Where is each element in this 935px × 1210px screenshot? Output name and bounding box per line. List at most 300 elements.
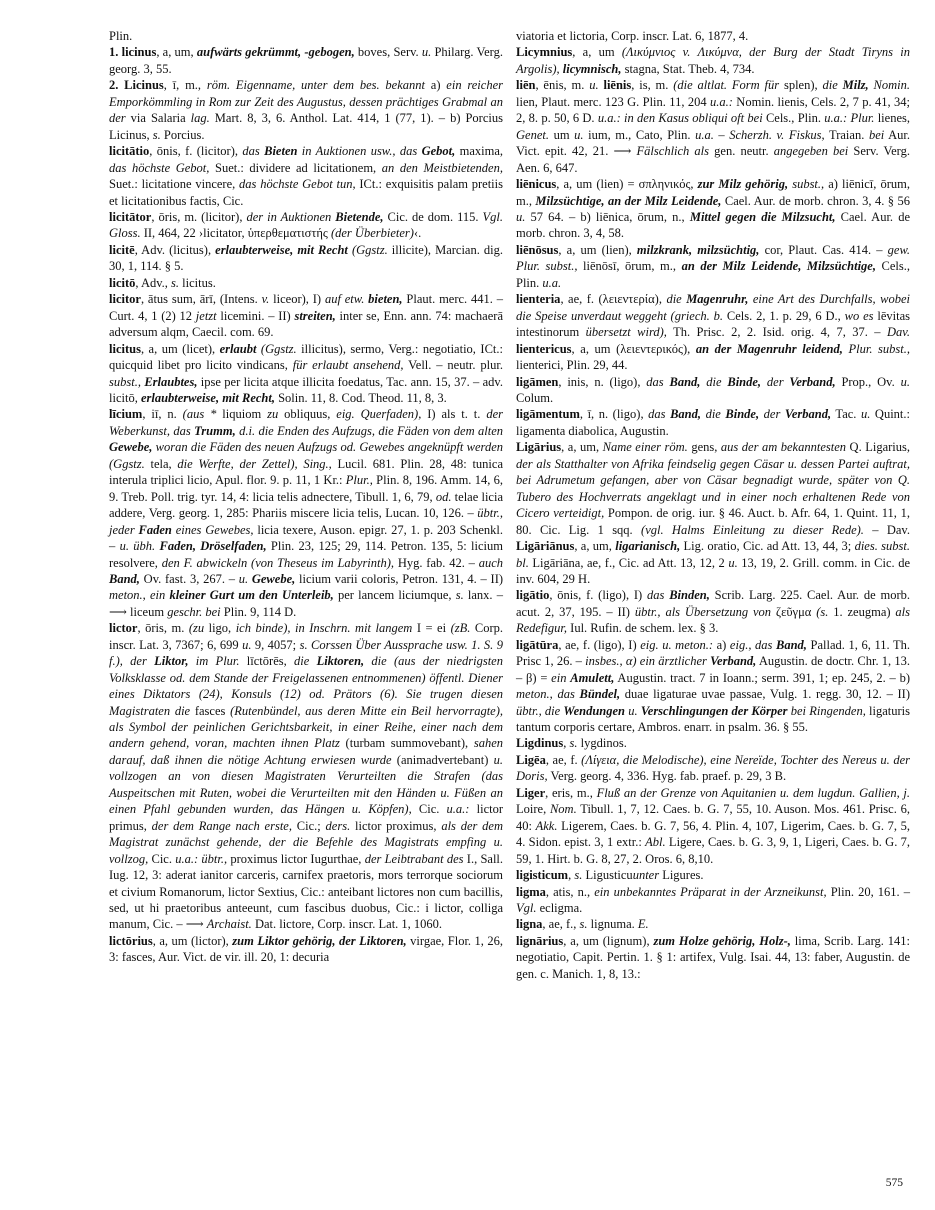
entry-text: als der dem Magistrat zunächst gehende, der die Befehle des Magistrats empfing u. vollzog, — [109, 818, 503, 866]
entry-text: erlaubt — [219, 341, 257, 356]
entry-text: Cic. — [148, 851, 176, 866]
entry-text: a) — [425, 78, 447, 93]
entry-text: die (aus der niedrigsten Volksklasse od. dem Stande der Freigelassenen entnommenen) öffentl. Diener eines Diktators (24), Konsuls (12) od. Prätors (6). Sie trugen diesen Magistraten die — [109, 654, 503, 718]
dictionary-entry — [516, 752, 910, 785]
entry-text: (aus * — [182, 407, 217, 422]
dictionary-entry — [516, 916, 910, 932]
dictionary-entry — [109, 291, 503, 340]
entry-text: sahen darauf, daß ihnen die nötige Achtung erwiesen wurde — [109, 736, 503, 767]
entry-text: übtr., jeder — [109, 506, 503, 537]
entry-text: das — [242, 144, 265, 159]
entry-text: Milz, — [842, 78, 869, 93]
entry-text: die — [701, 407, 726, 422]
entry-text: Corp. inscr. Lat. 3, 7367; 6, 699 — [109, 621, 504, 652]
entry-text: Ligāriānus — [516, 539, 575, 554]
entry-text: Gebot, — [421, 144, 456, 159]
entry-text: , a, um (lien), — [558, 242, 637, 257]
entry-text: Th. Prisc. 2, 2. Isid. orig. 4, 7, 37. – — [666, 325, 887, 340]
entry-text: Augustin. tract. 7 in Ioann.; serm. 391, 1; ep. 245, 2. – b) — [614, 670, 910, 685]
entry-text: Fälschlich als — [636, 144, 710, 159]
entry-text: Lig. oratio, Cic. ad Att. 13, 44, 3; — [680, 539, 855, 554]
entry-text: angegeben bei — [773, 144, 849, 159]
entry-text: Tac. — [831, 407, 861, 422]
entry-text: Liktor, — [154, 654, 189, 669]
entry-text: die — [822, 78, 843, 93]
entry-text: unter — [632, 868, 660, 883]
entry-text: Plur. subst., — [848, 341, 910, 356]
entry-text: , a, um, — [574, 539, 616, 554]
entry-text: auf etw. — [324, 292, 369, 307]
entry-text: , a, um (λειεντερικός), — [571, 341, 696, 356]
entry-text: (der Überbieter) — [330, 226, 414, 241]
entry-text: Archaist. — [206, 917, 252, 932]
entry-text: I., Sall. Iug. 12, 3: aderat ianitor carceris, carnifex praetoris, mors terrorque sociorum et civium Romanorum, lictor Sextius, Cic.: anteibant lictores non cum bacillis, sed, ut hi praetoribus anteeunt, cum fascibus duobus, Cic.: i lictor, colliga manum, Cic. – ⟶ — [109, 851, 504, 932]
entry-text: , Adv., — [135, 275, 172, 290]
entry-text: II, 464, 22 ›licitator, ὑπερθεματιστής — [140, 226, 331, 241]
entry-headword: lienteria — [516, 292, 561, 307]
entry-text: illicite), Marcian. dig. 30, 1, 114. § 5. — [109, 242, 504, 274]
entry-text: Amulett, — [570, 670, 615, 685]
entry-text: auch — [478, 555, 503, 570]
entry-text: um — [548, 127, 575, 142]
entry-text: a) liēnicī, ōrum, m., — [516, 177, 910, 208]
entry-text: das höchste Gebot tun, — [239, 177, 356, 192]
entry-text: eig., das — [729, 637, 777, 652]
entry-text: (s. — [816, 604, 829, 619]
entry-text: od. — [435, 489, 452, 504]
entry-text: Cels., Plin. — [516, 259, 910, 290]
dictionary-entry — [516, 77, 910, 176]
entry-text: (Λίγεια, die Melodische), eine Nereïde, Tochter des Nereus u. der Doris, — [516, 752, 910, 784]
entry-text: Milzsüchtige, an der Milz Leidende, — [535, 193, 722, 208]
entry-text: Vell. – neutr. plur. — [403, 358, 503, 373]
entry-text: Cic. de dom. 115. — [383, 209, 483, 224]
entry-text: 1. zeugma) — [828, 604, 896, 619]
entry-text: , a, um, — [561, 440, 603, 455]
entry-text: lēvitas intestinorum — [516, 308, 910, 340]
entry-text: Verband, — [789, 374, 836, 389]
entry-text: ‹. — [413, 226, 422, 241]
entry-text: (Rutenbündel, aus deren Mitte ein Beil hervorragte), als Symbol der peinlichen Gerichtsbarkeit, in einer Reihe, einer nach dem andern gehend, voran, machten ihnen Platz — [109, 703, 504, 751]
entry-text: (zB. — [450, 621, 471, 636]
entry-text: u. — [516, 209, 526, 224]
dictionary-entry — [516, 291, 910, 373]
entry-text: u. übh. — [119, 539, 160, 554]
entry-text: Wendungen — [563, 703, 625, 718]
entry-text: Binde, — [727, 374, 762, 389]
entry-text: (zu — [188, 621, 205, 636]
entry-text: Name einer röm. — [602, 440, 688, 455]
entry-text: , ōris, m. (licitor), — [151, 209, 247, 224]
entry-text: s. Corssen Über Aussprache usw. 1. S. 9 f.), der — [109, 637, 503, 669]
entry-text: , a, um, — [156, 45, 197, 60]
entry-text: als Redefigur, — [516, 604, 911, 636]
entry-text: , ōnis, f. (ligo), I) — [549, 588, 648, 603]
entry-text: Plin. 8, 196. Amm. 14, 6, 9. Treb. Poll. trig. tyr. 14, 4: licia telis adnectere, Tibull. 1, 6, 79, — [109, 473, 503, 504]
entry-text: s. — [152, 127, 161, 142]
entry-text: eine Art des Durchfalls, wobei die Speise unverdaut weggeht (griech. b. — [516, 292, 910, 323]
entry-text: Cael. Aur. de morb. chron. 3, 4. § 56 — [721, 193, 910, 208]
entry-text: Mittel gegen die Milzsucht, — [689, 209, 836, 224]
dictionary-entry — [516, 933, 910, 982]
entry-text: Bietende, — [335, 209, 384, 224]
entry-text: viatoria et lictoria, Corp. inscr. Lat. 6, 1877, 4. — [516, 29, 749, 43]
entry-headword: Ligēa — [516, 752, 546, 767]
entry-text: ligo, — [204, 621, 236, 636]
entry-text: telae licia addere, Verg. georg. 1, 285: Phariis miscere licia telis, Lucan. 10, 126. – — [109, 489, 504, 521]
entry-text: im Plur. — [188, 654, 240, 669]
entry-text: zum Liktor gehörig, der Liktoren, — [232, 933, 407, 948]
entry-text: Cels., Plin. — [762, 111, 825, 126]
entry-text: licium varii coloris, Petron. 131, 4. – II) — [295, 571, 504, 586]
entry-text: der in Auktionen — [246, 209, 336, 224]
entry-text: (turbam summovebant), — [339, 736, 474, 751]
entry-text: Verschlingungen der Körper — [640, 703, 788, 718]
entry-text: , ae, f., — [542, 917, 580, 932]
entry-text: – Dav. — [863, 522, 911, 537]
entry-headword: ligma — [516, 884, 546, 899]
entry-text: Prop., Ov. — [835, 374, 901, 389]
entry-text: u.a.: — [709, 94, 733, 109]
entry-text: tela, — [144, 456, 178, 471]
dictionary-entry — [109, 341, 503, 407]
entry-text: Band, — [109, 571, 140, 586]
dictionary-entry — [516, 439, 910, 587]
entry-text: licemini. – II) — [216, 308, 295, 323]
entry-text: , ae, f. — [545, 752, 582, 767]
dictionary-entry — [109, 44, 503, 77]
entry-text: , a, um (licet), — [140, 341, 220, 356]
dictionary-entry — [516, 242, 910, 291]
entry-text: ein — [551, 670, 571, 685]
entry-text: Plur., — [345, 473, 373, 488]
entry-text: proximus lictor Iugurthae, — [227, 851, 365, 866]
dictionary-entry — [516, 785, 910, 867]
entry-text: , ōris, m. — [137, 621, 189, 636]
entry-text: ders. — [325, 818, 351, 833]
entry-text: , atis, n., — [545, 884, 595, 899]
entry-text: u. — [625, 703, 641, 718]
entry-text: Tibull. 1, 7, 12. Caes. b. G. 7, 55, 10. Auson. Mos. 461. Prisc. 6, 40: — [516, 802, 910, 833]
entry-text: Iul. Rufin. de schem. lex. § 3. — [567, 621, 719, 636]
entry-text: Dav. — [886, 325, 910, 340]
entry-text: die — [666, 292, 687, 307]
entry-headword: ligātio — [516, 588, 550, 603]
dictionary-entry — [516, 587, 910, 636]
entry-text: , a, um (lictor), — [152, 933, 233, 948]
entry-text: Magenruhr, — [686, 292, 749, 307]
dictionary-entry — [516, 735, 910, 751]
entry-headword: 2. Licinus — [109, 78, 164, 93]
entry-text: übtr., die — [516, 703, 564, 718]
entry-headword: lignārius — [516, 933, 564, 948]
entry-text: liceor), I) — [269, 292, 325, 307]
entry-text: Lucil. 681. Plin. 28, 48: tunica interula triplici licio, Apul. flor. 9. p. 11, 1 Kr.: — [109, 456, 503, 488]
entry-text: kleiner Gurt um den Unterleib, — [169, 588, 334, 603]
entry-text: subst., — [792, 177, 825, 192]
entry-text: Plaut. merc. 441. – Curt. 4, 1 (2) 12 — [109, 292, 503, 323]
entry-text: das — [648, 407, 671, 422]
entry-text: , ī, m., — [163, 78, 207, 93]
entry-text: Binden, — [669, 588, 710, 603]
entry-text: fasces — [190, 703, 231, 718]
entry-headword: Ligdinus — [516, 736, 564, 751]
entry-text: , ae, f. (ligo), I) — [558, 637, 641, 652]
entry-text: (animadvertebant) — [391, 752, 494, 767]
entry-text: , — [568, 868, 575, 883]
entry-headword: liēnicus — [516, 177, 557, 192]
entry-headword: lictōrius — [109, 933, 153, 948]
entry-text: , Adv. (licitus), — [134, 242, 216, 257]
entry-headword: ligisticum — [516, 868, 569, 883]
entry-headword: licitō — [109, 275, 136, 290]
entry-text: bei Ringenden, — [787, 703, 866, 718]
entry-text: Bündel, — [579, 687, 621, 702]
entry-text: u.a.: übtr., — [175, 851, 228, 866]
entry-text: die — [294, 654, 317, 669]
entry-text: Nomin. — [868, 78, 910, 93]
entry-headword: licitē — [109, 242, 135, 257]
entry-text: Plin. 9, 114 D. — [220, 604, 297, 619]
entry-text: Band, — [669, 374, 701, 389]
entry-text: milzkrank, milzsüchtig, — [636, 242, 760, 257]
entry-text: u.a.: Plur. — [824, 111, 875, 126]
left-column — [109, 28, 503, 966]
entry-text: Bieten — [264, 144, 298, 159]
entry-text: wo es — [844, 308, 874, 323]
entry-text: zur Milz gehörig, — [697, 177, 789, 192]
entry-headword: ligātūra — [516, 637, 559, 652]
right-column — [516, 28, 910, 982]
entry-text: Serv. Verg. Aen. 6, 647. — [516, 144, 910, 175]
entry-text: duae ligaturae uvae passae, Vulg. 1. regg. 30, 12. – II) — [620, 687, 910, 702]
entry-text: (die altlat. Form für — [673, 78, 780, 93]
entry-text: I = ei — [412, 621, 451, 636]
entry-text: meton., ein — [109, 588, 170, 603]
entry-text: Abl. — [645, 835, 666, 850]
dictionary-entry — [516, 28, 910, 44]
entry-text: erlaubterweise, mit Recht, — [140, 390, 275, 405]
entry-text: (Λικύμνιος v. Λικύμνα, der Burg der Stadt Tiryns in Argolis), — [516, 45, 910, 76]
entry-text: licymnisch, — [562, 61, 622, 76]
entry-text: lictor primus, — [109, 802, 504, 833]
entry-text: Philarg. Verg. georg. 3, 55. — [109, 45, 503, 76]
entry-text: , a, um — [572, 45, 622, 60]
entry-text: u. — [900, 374, 910, 389]
entry-text: liēnōsī, ōrum, m., — [577, 259, 682, 274]
entry-text: stagna, Stat. Theb. 4, 734. — [621, 61, 755, 76]
entry-text: eig. Querfaden), — [336, 407, 422, 422]
entry-text: das — [646, 374, 670, 389]
entry-text: das — [647, 588, 670, 603]
entry-text: Scrib. Larg. 225. Cael. Aur. de morb. acut. 2, 37, 195. – II) — [516, 588, 910, 619]
dictionary-entry — [109, 933, 503, 966]
entry-headword: Liger — [516, 785, 546, 800]
dictionary-entry — [516, 44, 910, 77]
entry-text: ligarianisch, — [615, 539, 681, 554]
entry-text: līctōrēs, — [239, 654, 295, 669]
entry-text: s. — [171, 275, 180, 290]
entry-text: die Werfte, der Zettel), Sing., — [177, 456, 332, 471]
entry-text: Q. Ligarius, — [846, 440, 910, 455]
entry-text: woran die Fäden des neuen Aufzugs od. Gewebes angeknüpft werden (Ggstz. — [109, 440, 503, 471]
entry-text: 13, 19, 2. Grill. comm. in Cic. de inv. 604, 29 H. — [516, 555, 910, 586]
entry-text: ium, m., Cato, Plin. — [583, 127, 696, 142]
entry-text: ein reicher Emporkömmling in Rom zur Zeit des Augustus, dessen prächtiges Grabmal an der — [109, 78, 503, 126]
entry-text: s. — [579, 917, 588, 932]
entry-text: Verband, — [710, 654, 757, 669]
dictionary-entry — [109, 77, 503, 143]
entry-text: u. — [242, 637, 252, 652]
entry-text: via Salaria — [125, 111, 191, 126]
entry-text: eig. u. meton.: — [640, 637, 714, 652]
entry-text: bei — [868, 127, 885, 142]
entry-text: u. — [421, 45, 432, 60]
entry-text: Ov. fast. 3, 267. – — [139, 571, 239, 586]
entry-text: , a, um (lignum), — [563, 933, 654, 948]
entry-text: lictor proximus, — [350, 818, 442, 833]
entry-text: per lancem liciumque, — [333, 588, 456, 603]
dictionary-entry — [516, 637, 910, 736]
entry-text: Binde, — [725, 407, 760, 422]
entry-headword: ligāmen — [516, 374, 559, 389]
entry-text: Akk. — [535, 818, 558, 833]
dictionary-entry — [109, 620, 503, 933]
entry-text: Vgl. — [516, 901, 537, 916]
entry-text: lienes, — [874, 111, 910, 126]
entry-text: , a, um (lien) = σπληνικός, — [556, 177, 698, 192]
entry-text: den F. abwickeln (von Theseus im Labyrinth), — [161, 555, 395, 570]
entry-text: Verband, — [784, 407, 832, 422]
entry-text: Suet.: dividere ad licitationem, — [209, 160, 382, 175]
entry-text: obliquus, — [278, 407, 337, 422]
entry-text: lignuma. — [587, 917, 638, 932]
entry-text: u. — [238, 571, 252, 586]
entry-text: lienterici, Plin. 29, 44. — [516, 358, 628, 373]
entry-text: u.a.: in den Kasus obliqui oft bei — [597, 111, 763, 126]
entry-text: Plin. 20, 161. – — [826, 884, 910, 899]
entry-text: Gewebe, — [251, 571, 296, 586]
entry-text: u. — [860, 407, 871, 422]
entry-text: Traian. — [824, 127, 869, 142]
entry-headword: Licymnius — [516, 45, 573, 60]
entry-text: s. — [574, 868, 583, 883]
entry-text: d.i. die Enden des Aufzugs, die Fäden von dem alten — [235, 423, 503, 438]
entry-text: lientericus — [516, 341, 572, 356]
entry-text: erlaubterweise, mit Recht — [215, 242, 348, 257]
entry-text: (Ggstz. — [351, 242, 388, 257]
entry-headword: liēnōsus — [516, 242, 559, 257]
entry-text: Vgl. Gloss. — [109, 209, 503, 241]
entry-text: Plin. 23, 125; 29, 114. Petron. 135, 5: licium resolvere, — [109, 539, 503, 570]
dictionary-entry — [516, 867, 910, 883]
entry-text: u. — [589, 78, 599, 93]
entry-text: Cic.; — [291, 818, 326, 833]
entry-headword: licitus — [109, 341, 141, 356]
entry-text: Nomin. lienis, Cels. 2, 7 p. 41, 34; 2, 8. p. 50, 6 D. — [516, 94, 910, 126]
entry-text: licia texere, Auson. epigr. 27, 1. p. 203 Schenkl. – — [109, 522, 503, 554]
entry-text: 9, 4057; — [251, 637, 300, 652]
entry-text: geschr. bei — [167, 604, 221, 619]
entry-text: boves, Serv. — [354, 45, 422, 60]
entry-text: Ligerem, Caes. b. G. 7, 56, 4. Plin. 4, 107, Ligerim, Caes. b. G. 7, 5, 4. Sidon. epist. 3, 1 extr.: — [516, 818, 910, 850]
entry-text: v. — [261, 292, 270, 307]
entry-text: Faden, Dröselfaden, — [159, 539, 267, 554]
entry-text: Ligāriāna, ae, f., Cic. ad Att. 13, 12, 2 — [528, 555, 729, 570]
entry-text: ich binde), in Inschrn. mit langem — [235, 621, 413, 636]
entry-text: Cael. Aur. de morb. chron. 3, 4, 58. — [516, 209, 910, 241]
entry-text: Faden — [138, 522, 172, 537]
entry-text: a) — [713, 637, 730, 652]
dictionary-entry — [516, 176, 910, 242]
entry-text: Quint.: ligamenta diabolica, Augustin. — [516, 407, 910, 438]
entry-text: , is, m. — [631, 78, 674, 93]
entry-text: Erlaubtes, — [144, 374, 198, 389]
dictionary-entry — [109, 28, 503, 44]
entry-text: lien, Plaut. merc. 123 G. Plin. 11, 204 — [516, 94, 710, 109]
entry-headword: liēn — [516, 78, 536, 93]
entry-text: ecligma. — [536, 901, 583, 916]
entry-text: der — [759, 407, 785, 422]
entry-text: inter se, Enn. ann. 74: machaerā adversum alqm, Caecil. com. 69. — [109, 308, 503, 340]
entry-text: Genet. — [516, 127, 549, 142]
entry-text: , ōnis, f. (licitor), — [149, 144, 243, 159]
entry-text: gew. Plur. subst., — [516, 242, 910, 274]
entry-text: u. — [728, 555, 738, 570]
entry-text: Solin. 11, 8. Cod. Theod. 11, 8, 3. — [274, 390, 447, 405]
entry-headword: licitātor — [109, 209, 152, 224]
entry-text: Dat. lictore, Corp. inscr. Lat. 1, 1060. — [251, 917, 443, 932]
entry-text: liēnis — [603, 78, 632, 93]
entry-text: Cic. — [411, 802, 447, 817]
entry-text: Cels. 2, 1. p. 29, 6 D., — [723, 308, 845, 323]
entry-text: streiten, — [294, 308, 336, 323]
entry-text: Augustin. de doctr. Chr. 1, 13. – β) = — [516, 654, 910, 685]
entry-text: s. — [569, 736, 578, 751]
entry-text: u.a. – Scherzh. v. Fiskus, — [695, 127, 825, 142]
entry-headword: licitor — [109, 292, 141, 307]
entry-text: Fluß an der Grenze von Aquitanien u. dem lugdun. Gallien, j. — [596, 785, 910, 800]
entry-headword: līcium — [109, 407, 143, 422]
entry-text: u.a. — [542, 275, 562, 290]
dictionary-entry — [109, 242, 503, 275]
entry-text: cor, Plaut. Cas. 414. – — [759, 242, 888, 257]
entry-text: , — [563, 736, 570, 751]
entry-headword: ligāmentum — [516, 407, 580, 422]
entry-text: Ligere, Caes. b. G. 3, 9, 1, Ligeri, Caes. b. G. 7, 59, 1. Hirt. b. G. 8, 27, 2. Oros. 6, 8,10. — [516, 835, 911, 866]
entry-text: , ae, f. (λειεντερία), — [560, 292, 667, 307]
entry-text: an den Meistbietenden, — [381, 160, 503, 175]
entry-text: , ēnis, m. — [535, 78, 590, 93]
entry-text: lag. — [190, 111, 210, 126]
entry-text: die — [700, 374, 728, 389]
entry-headword: 1. licinus — [109, 45, 157, 60]
entry-text: illicitus), sermo, Verg.: negotiatio, ICt.: quicquid libet pro licito vindicans, — [109, 341, 503, 373]
entry-text: s. — [455, 588, 464, 603]
entry-headword: Ligārius — [516, 440, 562, 455]
entry-text: (Ggstz. — [260, 341, 297, 356]
entry-text: insbes., α) ein ärztlicher — [585, 654, 711, 669]
entry-text: ζεῦγμα — [771, 604, 817, 619]
entry-text: Hyg. fab. 42. – — [394, 555, 479, 570]
dictionary-entry — [109, 406, 503, 620]
entry-text: Plin. — [109, 29, 133, 43]
entry-text: lygdinos. — [577, 736, 627, 751]
entry-text: virgae, Flor. 1, 26, 3: fasces, Aur. Vict. de vir. ill. 20, 1: decuria — [109, 933, 504, 965]
entry-text: an der Magenruhr leidend, — [695, 341, 843, 356]
entry-text: , ātus sum, ārī, (Intens. — [140, 292, 262, 307]
entry-text: Band, — [670, 407, 701, 422]
